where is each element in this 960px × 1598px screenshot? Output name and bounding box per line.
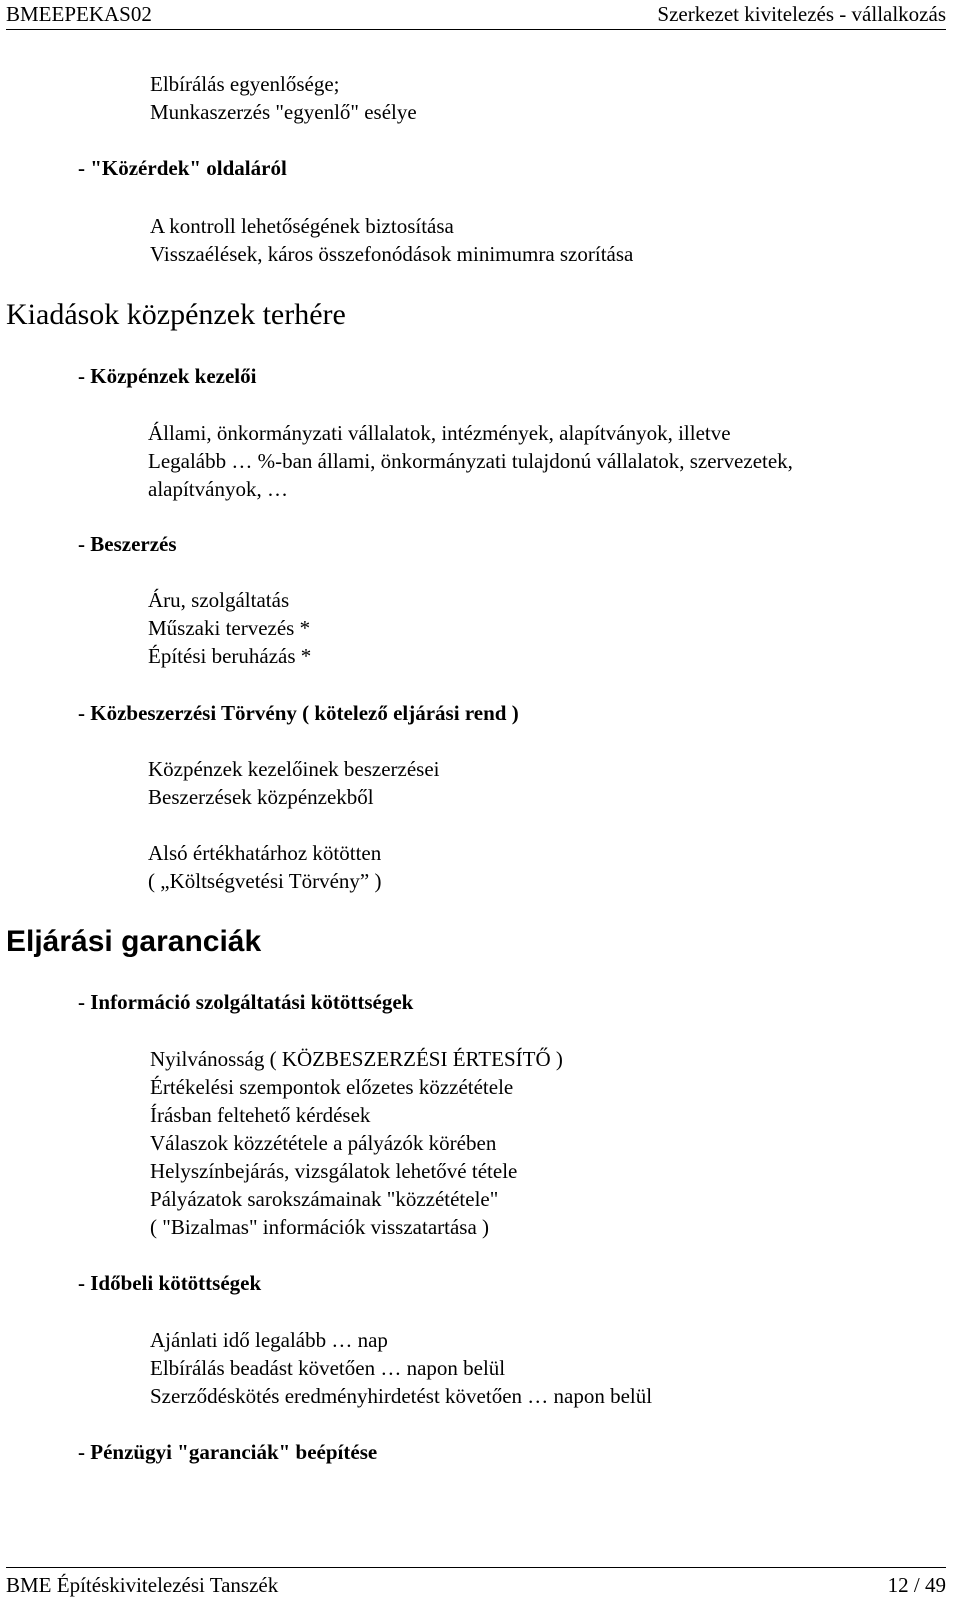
section-subheading: - Közpénzek kezelői — [78, 364, 257, 388]
text-line: ( "Bizalmas" információk visszatartása ) — [150, 1215, 490, 1239]
text-line: Építési beruházás * — [148, 644, 312, 668]
document-title: Szerkezet kivitelezés - vállalkozás — [657, 2, 946, 26]
department-name: BME Építéskivitelezési Tanszék — [6, 1573, 279, 1597]
course-code: BMEEPEKAS02 — [6, 2, 152, 26]
text-line: Elbírálás beadást követően … napon belül — [150, 1356, 506, 1380]
section-subheading: - Időbeli kötöttségek — [78, 1271, 262, 1295]
text-line: Nyilvánosság ( KÖZBESZERZÉSI ÉRTESÍTŐ ) — [150, 1047, 563, 1071]
text-line: Visszaélések, káros összefonódások minimumra szorítása — [150, 242, 634, 266]
section-heading: Kiadások közpénzek terhére — [6, 298, 346, 331]
text-line: ( „Költségvetési Törvény” ) — [148, 869, 382, 893]
text-line: Helyszínbejárás, vizsgálatok lehetővé tétele — [150, 1159, 518, 1183]
text-line: Szerződéskötés eredményhirdetést követően … napon belül — [150, 1384, 653, 1408]
text-line: Értékelési szempontok előzetes közzététele — [150, 1075, 514, 1099]
section-subheading: - Közbeszerzési Törvény ( kötelező eljárási rend ) — [78, 701, 519, 725]
text-line: Műszaki tervezés * — [148, 616, 311, 640]
page-header — [6, 0, 946, 30]
text-line: alapítványok, … — [148, 477, 288, 501]
text-line: Válaszok közzététele a pályázók körében — [150, 1131, 497, 1155]
page-number: 12 / 49 — [887, 1573, 946, 1597]
text-line: Állami, önkormányzati vállalatok, intézmények, alapítványok, illetve — [148, 421, 731, 445]
section-subheading: - Beszerzés — [78, 532, 177, 556]
section-subheading: - Információ szolgáltatási kötöttségek — [78, 990, 414, 1014]
text-line: Ajánlati idő legalább … nap — [150, 1328, 388, 1352]
text-line: A kontroll lehetőségének biztosítása — [150, 214, 454, 238]
section-heading: Eljárási garanciák — [6, 925, 262, 958]
text-line: Alsó értékhatárhoz kötötten — [148, 841, 382, 865]
section-subheading: - "Közérdek" oldaláról — [78, 156, 287, 180]
text-line: Áru, szolgáltatás — [148, 588, 290, 612]
text-line: Beszerzések közpénzekből — [148, 785, 374, 809]
text-line: Munkaszerzés "egyenlő" esélye — [150, 100, 417, 124]
section-subheading: - Pénzügyi "garanciák" beépítése — [78, 1440, 378, 1464]
text-line: Közpénzek kezelőinek beszerzései — [148, 757, 440, 781]
text-line: Elbírálás egyenlősége; — [150, 72, 340, 96]
page-footer — [6, 1567, 946, 1598]
text-line: Pályázatok sarokszámainak "közzététele" — [150, 1187, 499, 1211]
text-line: Legalább … %-ban állami, önkormányzati tulajdonú vállalatok, szervezetek, — [148, 449, 793, 473]
text-line: Írásban feltehető kérdések — [150, 1103, 371, 1127]
